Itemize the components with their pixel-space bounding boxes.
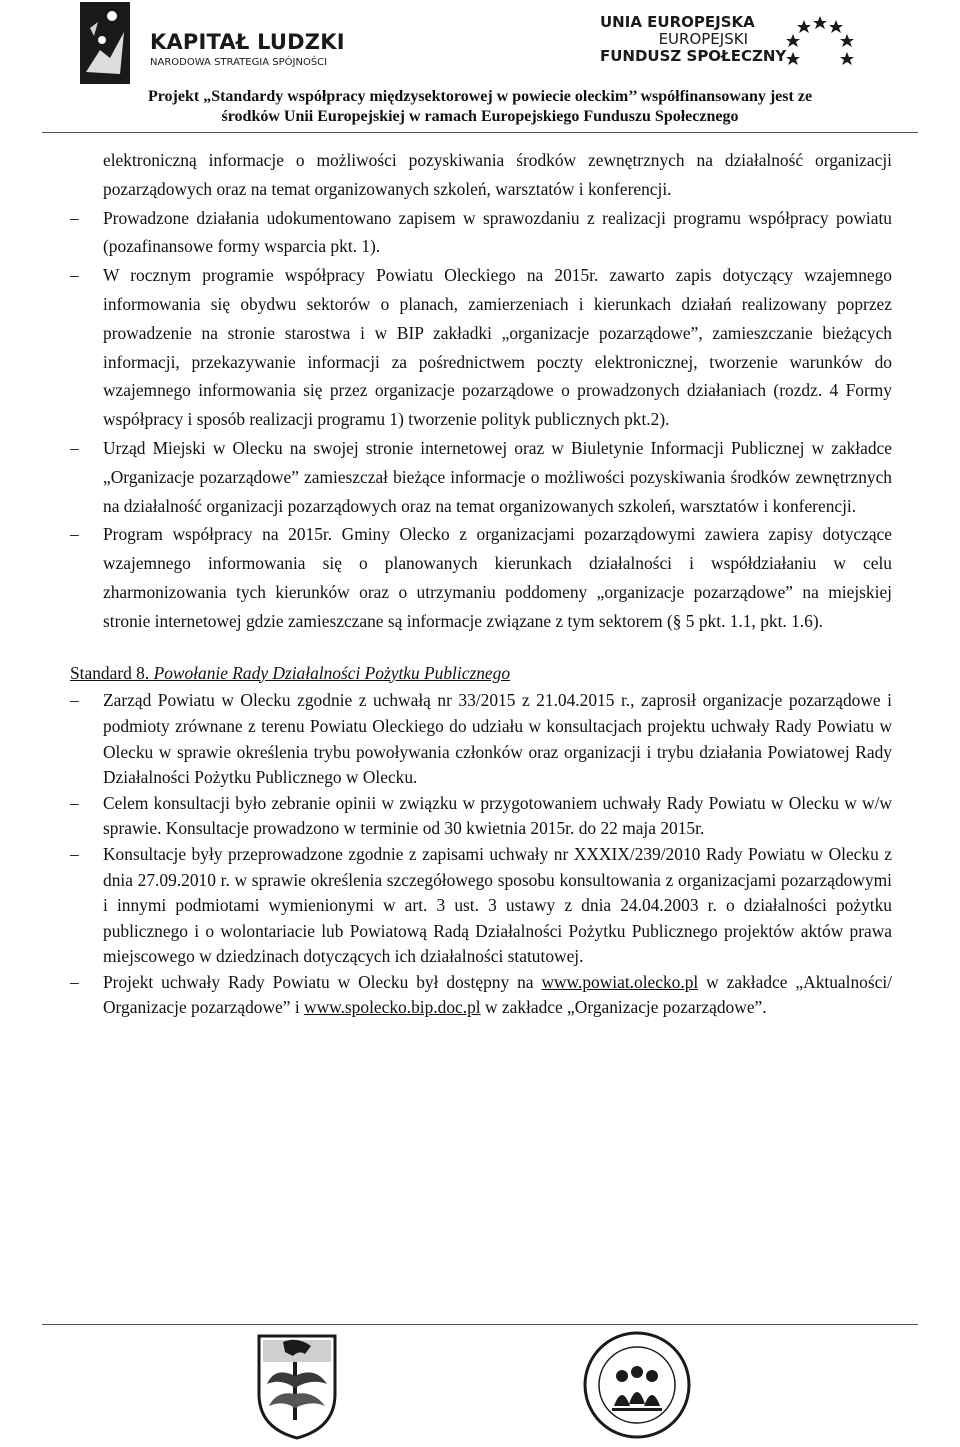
list-item-text: W rocznym programie współpracy Powiatu Oleckiego na 2015r. zawarto zapis dotyczący wzajemnego informowania się obydwu sektorów o planach, zamierzeniach i kierunkach działań realizowany poprzez prowadzenie na stronie starostwa i w BIP zakładki „organizacje pozarządowe”, zamieszczanie bieżących informacji, przekazywanie informacji za pośrednictwem poczty elektronicznej, tworzenie warunków do wzajemnego informowania się przez organizacje pozarządowe o prowadzonych działaniach (rozdz. 4 Formy współpracy i sposób realizacji programu 1) tworzenie polityk publicznych pkt.2). bbox=[103, 265, 892, 430]
association-badge-icon bbox=[582, 1330, 692, 1440]
list-item bbox=[70, 970, 892, 1021]
list-item-text: Prowadzone działania udokumentowano zapisem w sprawozdaniu z realizacji programu współpracy powiatu (pozafinansowe formy wsparcia pkt. 1). bbox=[103, 207, 892, 257]
eu-line-1: UNIA EUROPEJSKA bbox=[600, 13, 755, 31]
standard-8-list bbox=[70, 688, 892, 1021]
list-item-text-part: Projekt uchwały Rady Powiatu w Olecku był dostępny na bbox=[103, 971, 542, 992]
dash-bullet: – bbox=[70, 524, 79, 545]
eu-line-3: FUNDUSZ SPOŁECZNY bbox=[600, 47, 787, 65]
eu-stars-flag-icon bbox=[770, 10, 870, 78]
list-item-text: Celem konsultacji było zebranie opinii w związku w przygotowaniem uchwały Rady Powiatu w Olecku w w/w sprawie. Konsultacje prowadzono w terminie od 30 kwietnia 2015r. do 22 maja 2015r. bbox=[103, 792, 892, 839]
powiat-olecko-link[interactable]: www.powiat.olecko.pl bbox=[541, 971, 699, 992]
list-item-text-part: w zakładce „Organizacje pozarządowe”. bbox=[480, 997, 767, 1018]
list-item-text: Urząd Miejski w Olecku na swojej stronie internetowej oraz w Biuletynie Informacji Publicznej w zakładce „Organizacje pozarządowe” zamieszczał bieżące informacje o możliwości pozyskiwania środków zewnętrznych na działalność organizacji pozarządowych oraz na temat organizowanych szkoleń, warsztatów i konferencji. bbox=[103, 437, 892, 516]
list-item bbox=[70, 842, 892, 970]
document-body bbox=[70, 146, 892, 1021]
project-line-2: środków Unii Europejskiej w ramach Europejskiego Funduszu Społecznego bbox=[221, 108, 739, 125]
eu-text-block bbox=[600, 13, 787, 65]
coat-of-arms-icon bbox=[255, 1332, 339, 1440]
dash-bullet: – bbox=[70, 207, 79, 228]
dash-bullet: – bbox=[70, 843, 79, 864]
project-line-1: Projekt „Standardy współpracy międzysektorowej w powiecie oleckim’’ współfinansowany jest ze bbox=[147, 88, 813, 105]
list-item bbox=[70, 688, 892, 790]
eu-line-2: EUROPEJSKI bbox=[658, 30, 748, 48]
page-header bbox=[0, 0, 960, 140]
list-item bbox=[70, 791, 892, 842]
dash-bullet: – bbox=[70, 971, 79, 992]
list-item-text: Zarząd Powiatu w Olecku zgodnie z uchwałą nr 33/2015 z 21.04.2015 r., zaprosił organizacje pozarządowe i podmioty zrównane z terenu Powiatu Oleckiego do udziału w konsultacjach projektu uchwały Rady Powiatu w Olecku w sprawie określenia trybu powoływania członków oraz organizacji i trybu działania Powiatowej Rady Działalności Pożytku Publicznego w Olecku. bbox=[103, 690, 892, 788]
standard-8-heading bbox=[70, 659, 892, 688]
dash-bullet: – bbox=[70, 265, 79, 286]
list-item-text-part: w zakładce „Aktualności/ Organizacje pozarządowe” i bbox=[103, 971, 893, 1018]
header-divider bbox=[42, 132, 918, 133]
list-item bbox=[70, 434, 892, 520]
list-item-text: Program współpracy na 2015r. Gminy Olecko z organizacjami pozarządowymi zawiera zapisy dotyczące wzajemnego informowania się o planowanych kierunkach działalności i współdziałaniu w celu zharmonizowania tych kierunków oraz o utrzymaniu poddomeny „organizacje pozarządowe” na miejskiej stronie internetowej gdzie zamieszczane są informacje związane z tym sektorem (§ 5 pkt. 1.1, pkt. 1.6). bbox=[103, 524, 892, 631]
footer-divider bbox=[42, 1324, 918, 1325]
continuation-paragraph: elektroniczną informacje o możliwości pozyskiwania środków zewnętrznych na działalność organizacji pozarządowych oraz na temat organizowanych szkoleń, warsztatów i konferencji. bbox=[103, 150, 892, 199]
list-item-text: Konsultacje były przeprowadzone zgodnie z zapisami uchwały nr XXXIX/239/2010 Rady Powiatu w Olecku z dnia 27.09.2010 r. w sprawie określenia szczegółowego sposobu konsultowania z organizacjami pozarządowymi i innymi podmiotami wymienionymi w art. 3 ust. 3 ustawy z dnia 24.04.2003 r. o działalności pożytku publicznego i o wolontariacie lub Powiatową Radą Działalności Pożytku Publicznego projektów aktów prawa miejscowego w dziedzinach dotyczących ich działalności statutowej. bbox=[103, 843, 892, 967]
kapital-ludzki-subtitle: NARODOWA STRATEGIA SPÓJNOŚCI bbox=[150, 57, 328, 68]
list-item bbox=[70, 261, 892, 434]
dash-bullet: – bbox=[70, 690, 79, 711]
dash-bullet: – bbox=[70, 792, 79, 813]
standard-label: Standard 8. bbox=[70, 662, 150, 683]
dash-bullet: – bbox=[70, 437, 79, 458]
list-item bbox=[70, 204, 892, 262]
standard-title: Powołanie Rady Działalności Pożytku Publicznego bbox=[149, 662, 511, 683]
list-item bbox=[70, 520, 892, 635]
spolecko-bip-link[interactable]: www.spolecko.bip.doc.pl bbox=[304, 997, 481, 1018]
kapital-ludzki-title: KAPITAŁ LUDZKI bbox=[150, 30, 345, 54]
